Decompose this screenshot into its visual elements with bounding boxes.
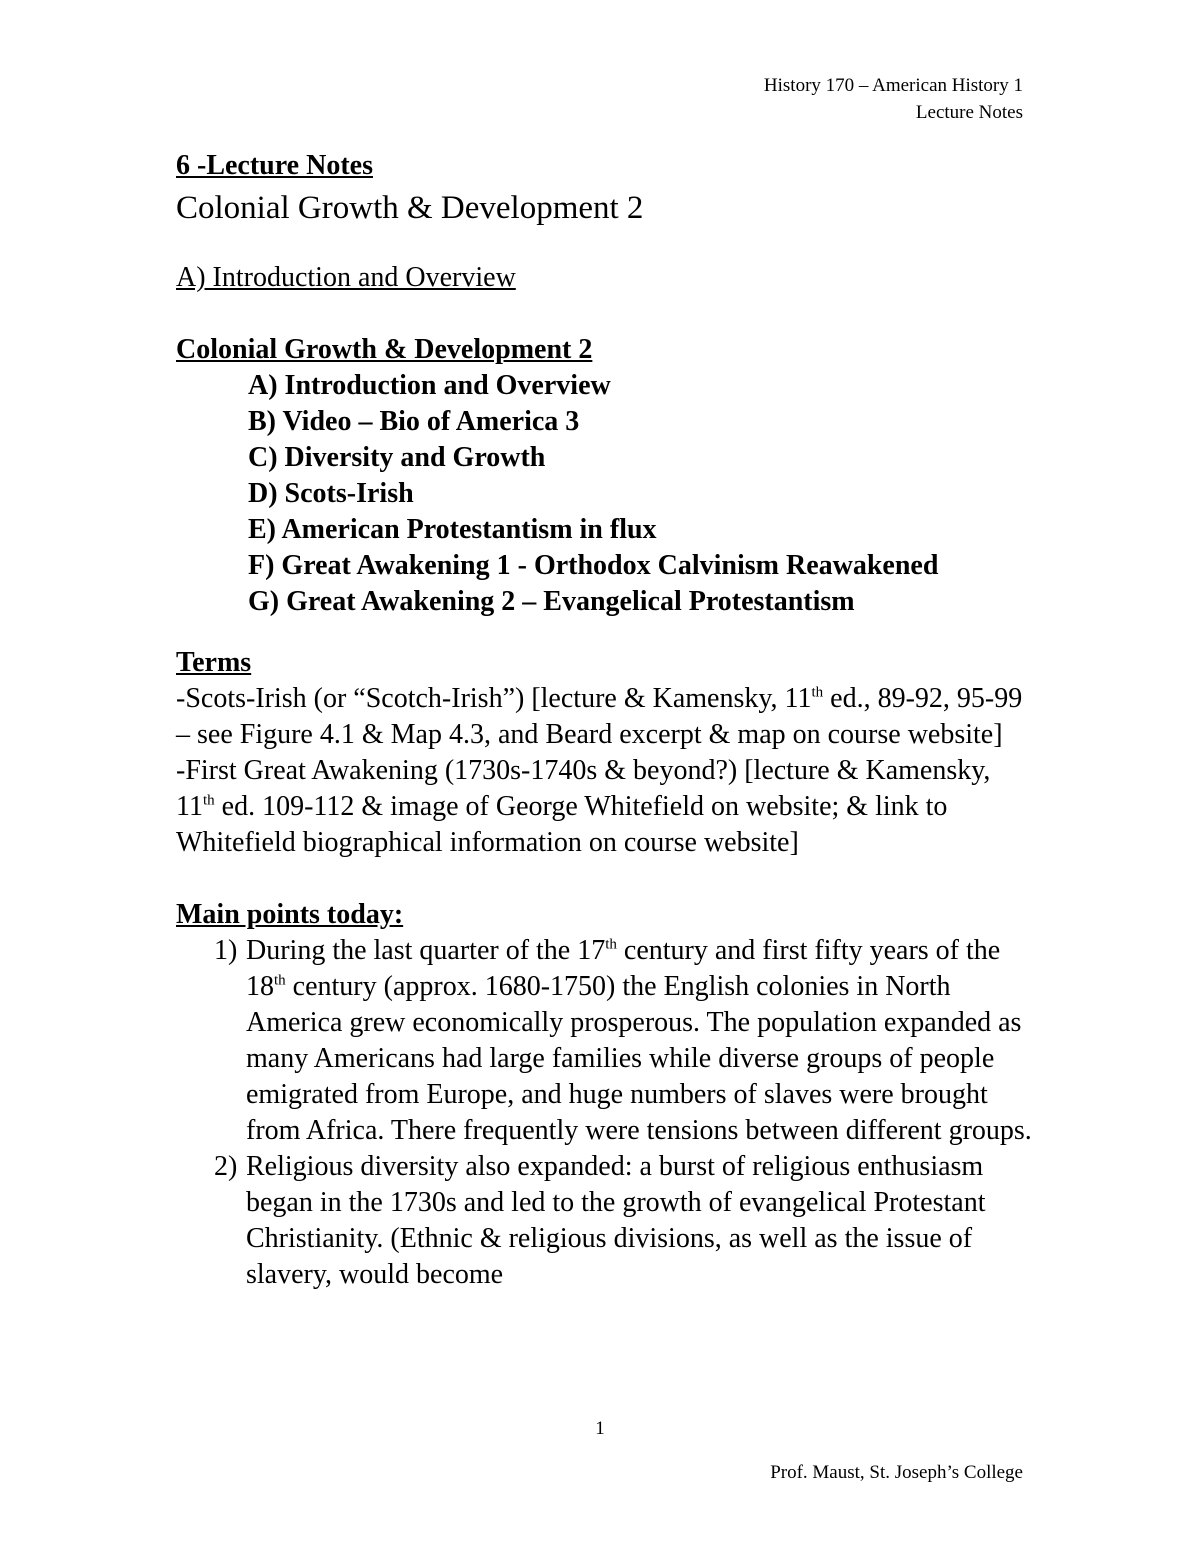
term-text: -First Great Awakening (1730s-1740s & beyond?) [lecture & Kamensky, 11 bbox=[176, 755, 991, 822]
point-superscript: th bbox=[605, 936, 617, 953]
point-number: 2) bbox=[214, 1151, 238, 1182]
point-text: During the last quarter of the 17 bbox=[246, 935, 606, 966]
term-text: ed. 109-112 & image of George Whitefield on website; & link to Whitefield biographical information on course website] bbox=[176, 791, 948, 858]
outline-list bbox=[176, 368, 1036, 620]
lecture-title: Colonial Growth & Development 2 bbox=[176, 190, 644, 226]
point-number: 1) bbox=[214, 935, 238, 966]
outline-item: G) Great Awakening 2 – Evangelical Protestantism bbox=[248, 586, 855, 617]
term-superscript: th bbox=[811, 684, 824, 701]
outline-item: F) Great Awakening 1 - Orthodox Calvinism Reawakened bbox=[248, 550, 939, 581]
outline-item: C) Diversity and Growth bbox=[248, 442, 546, 473]
header-course: History 170 – American History 1 bbox=[763, 75, 1023, 96]
header-doc-type: Lecture Notes bbox=[915, 102, 1023, 123]
document-body bbox=[176, 148, 1036, 1293]
outline-item: B) Video – Bio of America 3 bbox=[248, 406, 580, 437]
outline-item: D) Scots-Irish bbox=[248, 478, 414, 509]
page-header bbox=[764, 72, 1023, 126]
outline-title: Colonial Growth & Development 2 bbox=[176, 334, 593, 365]
term-text: ed., 89-92, 95-99 – see Figure 4.1 & Map 4.3, and Beard excerpt & map on course website] bbox=[176, 683, 1023, 750]
main-point-item bbox=[176, 933, 1036, 1149]
page-number: 1 bbox=[595, 1418, 605, 1439]
point-text: Religious diversity also expanded: a burst of religious enthusiasm began in the 1730s and led to the growth of evangelical Protestant Christianity. (Ethnic & religious divisions, as well as the issue of slavery, would become bbox=[246, 1151, 986, 1290]
lecture-number: 6 -Lecture Notes bbox=[176, 150, 373, 181]
term-text: -Scots-Irish (or “Scotch-Irish”) [lecture & Kamensky, 11 bbox=[176, 683, 812, 714]
main-points-heading: Main points today: bbox=[176, 899, 404, 930]
outline-item: A) Introduction and Overview bbox=[248, 370, 611, 401]
term-item bbox=[176, 753, 1036, 861]
outline-item: E) American Protestantism in flux bbox=[248, 514, 657, 545]
point-text: century and first fifty years of the 18 bbox=[246, 935, 1001, 1002]
main-points-list bbox=[176, 933, 1036, 1293]
terms-heading: Terms bbox=[176, 647, 252, 678]
term-item bbox=[176, 681, 1036, 753]
point-superscript: th bbox=[274, 972, 286, 989]
main-point-item bbox=[176, 1149, 1036, 1293]
page-footer: Prof. Maust, St. Joseph’s College bbox=[770, 1462, 1023, 1483]
intro-heading: A) Introduction and Overview bbox=[176, 262, 516, 293]
term-superscript: th bbox=[202, 792, 215, 809]
point-text: century (approx. 1680-1750) the English colonies in North America grew economically prosperous. The population expanded as many Americans had large families while diverse groups of people emigrated from Europe, and huge numbers of slaves were brought from Africa. There frequently were tensions between different groups. bbox=[246, 971, 1032, 1146]
